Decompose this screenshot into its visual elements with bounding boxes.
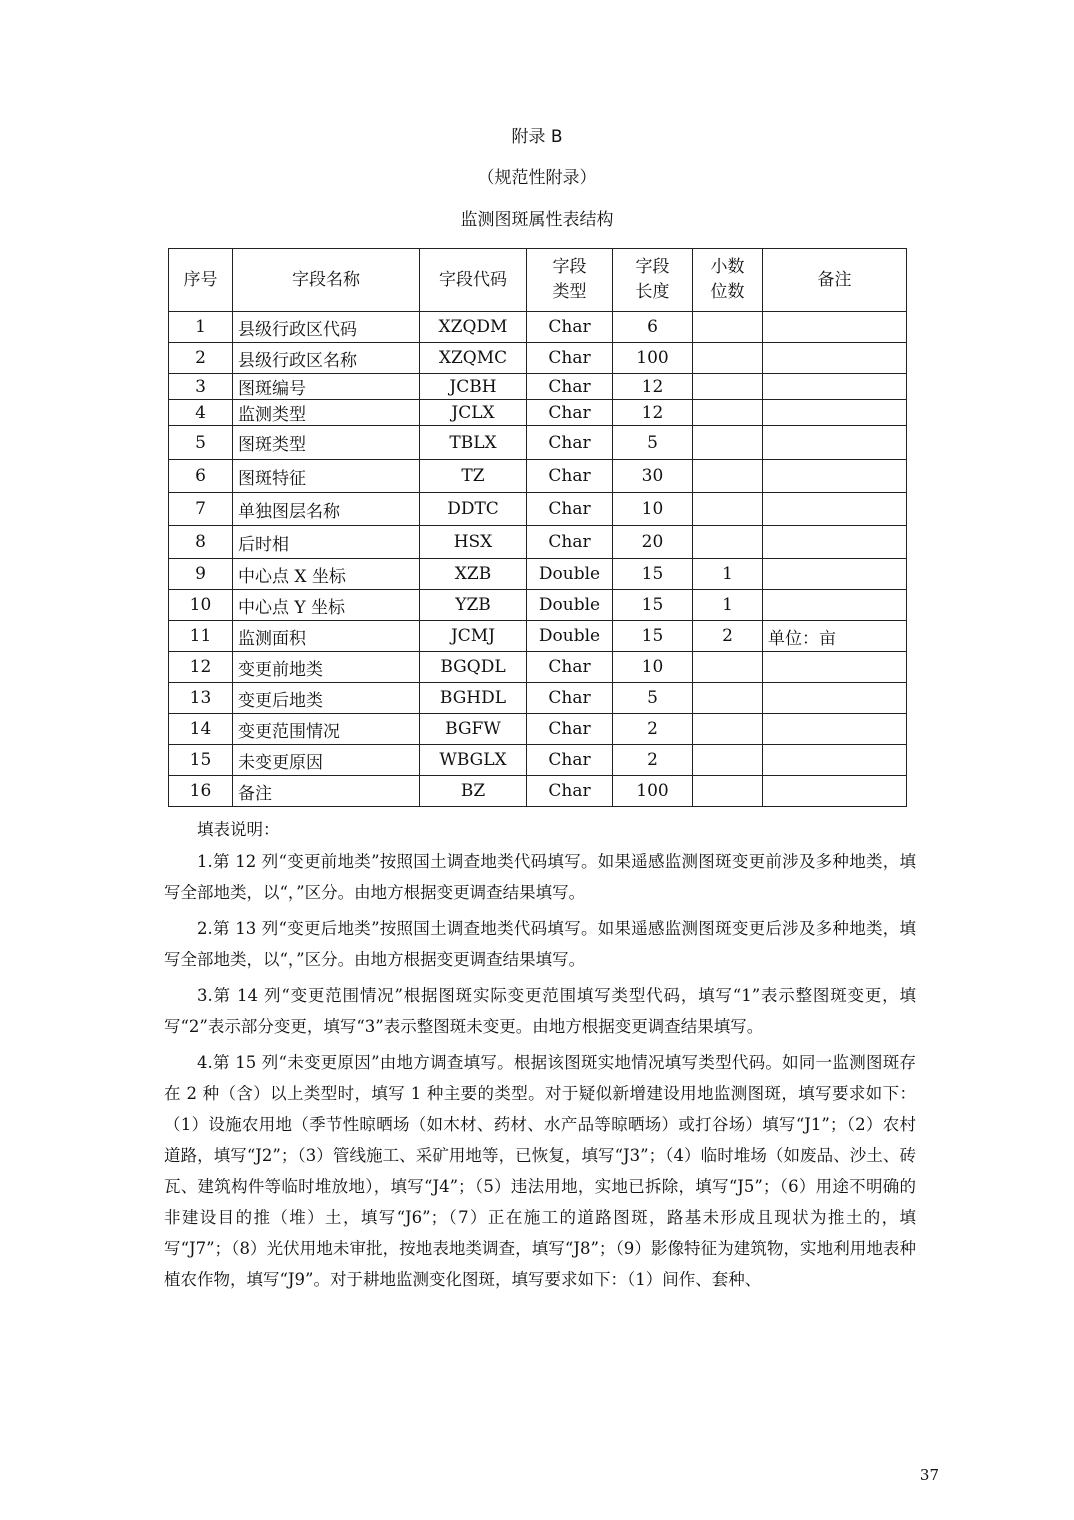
cell-field-name: 变更后地类 [233, 683, 420, 714]
cell-field-length: 2 [613, 745, 693, 776]
cell-field-code: YZB [420, 590, 527, 621]
cell-field-length: 100 [613, 776, 693, 807]
cell-field-length: 12 [613, 400, 693, 426]
cell-index: 2 [169, 343, 233, 374]
cell-decimals [693, 776, 763, 807]
cell-remarks: 单位：亩 [763, 621, 907, 652]
cell-field-type: Double [527, 590, 613, 621]
cell-field-length: 6 [613, 312, 693, 343]
cell-field-name: 县级行政区代码 [233, 312, 420, 343]
cell-field-length: 30 [613, 460, 693, 493]
cell-remarks [763, 714, 907, 745]
instruction-item-3: 3.第 14 列“变更范围情况”根据图斑实际变更范围填写类型代码，填写“1”表示整图斑变更，填写“2”表示部分变更，填写“3”表示整图斑未变更。由地方根据变更调查结果填写。 [164, 986, 916, 1036]
col-header-remarks: 备注 [763, 249, 907, 312]
cell-field-length: 100 [613, 343, 693, 374]
cell-field-name: 备注 [233, 776, 420, 807]
cell-index: 14 [169, 714, 233, 745]
cell-index: 12 [169, 652, 233, 683]
cell-field-type: Char [527, 745, 613, 776]
cell-remarks [763, 559, 907, 590]
cell-field-code: JCBH [420, 374, 527, 400]
table-row [169, 745, 907, 776]
col-header-field-name: 字段名称 [233, 249, 420, 312]
cell-field-name: 图斑编号 [233, 374, 420, 400]
cell-field-name: 变更范围情况 [233, 714, 420, 745]
cell-field-code: DDTC [420, 493, 527, 526]
cell-index: 8 [169, 526, 233, 559]
appendix-nature: （规范性附录） [477, 168, 597, 188]
cell-remarks [763, 400, 907, 426]
cell-index: 15 [169, 745, 233, 776]
cell-index: 3 [169, 374, 233, 400]
table-row [169, 714, 907, 745]
cell-field-type: Char [527, 526, 613, 559]
cell-decimals [693, 343, 763, 374]
cell-decimals: 2 [693, 621, 763, 652]
cell-field-code: JCLX [420, 400, 527, 426]
col-header-field-code: 字段代码 [420, 249, 527, 312]
cell-remarks [763, 526, 907, 559]
cell-field-name: 监测类型 [233, 400, 420, 426]
table-row [169, 776, 907, 807]
cell-decimals: 1 [693, 590, 763, 621]
cell-field-code: XZQDM [420, 312, 527, 343]
table-row [169, 652, 907, 683]
cell-index: 1 [169, 312, 233, 343]
cell-field-code: TZ [420, 460, 527, 493]
cell-remarks [763, 652, 907, 683]
cell-field-code: JCMJ [420, 621, 527, 652]
cell-field-type: Char [527, 460, 613, 493]
cell-index: 4 [169, 400, 233, 426]
cell-field-length: 20 [613, 526, 693, 559]
cell-field-name: 中心点 X 坐标 [233, 559, 420, 590]
cell-field-length: 5 [613, 683, 693, 714]
cell-decimals [693, 493, 763, 526]
cell-field-length: 10 [613, 652, 693, 683]
cell-field-length: 12 [613, 374, 693, 400]
cell-field-code: HSX [420, 526, 527, 559]
col-header-field-type: 字段 类型 [527, 249, 613, 312]
cell-field-type: Char [527, 400, 613, 426]
cell-field-code: XZQMC [420, 343, 527, 374]
cell-field-code: BGFW [420, 714, 527, 745]
table-row [169, 526, 907, 559]
cell-decimals [693, 374, 763, 400]
cell-index: 11 [169, 621, 233, 652]
cell-decimals [693, 683, 763, 714]
cell-field-name: 未变更原因 [233, 745, 420, 776]
cell-field-type: Char [527, 426, 613, 460]
cell-index: 16 [169, 776, 233, 807]
cell-field-name: 中心点 Y 坐标 [233, 590, 420, 621]
cell-field-type: Char [527, 714, 613, 745]
cell-remarks [763, 683, 907, 714]
cell-field-name: 图斑特征 [233, 460, 420, 493]
cell-field-name: 监测面积 [233, 621, 420, 652]
cell-index: 6 [169, 460, 233, 493]
col-header-decimals: 小数 位数 [693, 249, 763, 312]
cell-field-code: WBGLX [420, 745, 527, 776]
cell-decimals [693, 312, 763, 343]
cell-field-length: 10 [613, 493, 693, 526]
cell-remarks [763, 374, 907, 400]
cell-field-type: Char [527, 374, 613, 400]
cell-field-code: BGQDL [420, 652, 527, 683]
cell-remarks [763, 493, 907, 526]
table-row [169, 400, 907, 426]
cell-decimals [693, 745, 763, 776]
cell-remarks [763, 426, 907, 460]
instructions-label: 填表说明： [197, 820, 280, 839]
cell-field-code: TBLX [420, 426, 527, 460]
col-header-field-length: 字段 长度 [613, 249, 693, 312]
cell-field-code: XZB [420, 559, 527, 590]
cell-decimals [693, 400, 763, 426]
attribute-table [168, 248, 907, 807]
page-number: 37 [919, 1466, 939, 1484]
cell-field-type: Char [527, 683, 613, 714]
col-header-index: 序号 [169, 249, 233, 312]
table-row [169, 460, 907, 493]
cell-remarks [763, 776, 907, 807]
cell-field-type: Char [527, 776, 613, 807]
cell-field-name: 县级行政区名称 [233, 343, 420, 374]
cell-decimals [693, 526, 763, 559]
cell-field-type: Double [527, 559, 613, 590]
cell-index: 13 [169, 683, 233, 714]
cell-field-length: 5 [613, 426, 693, 460]
table-title: 监测图斑属性表结构 [460, 210, 614, 230]
cell-field-type: Char [527, 652, 613, 683]
table-row [169, 493, 907, 526]
cell-index: 7 [169, 493, 233, 526]
cell-field-name: 后时相 [233, 526, 420, 559]
cell-field-name: 变更前地类 [233, 652, 420, 683]
cell-field-length: 15 [613, 590, 693, 621]
cell-decimals [693, 460, 763, 493]
cell-field-code: BGHDL [420, 683, 527, 714]
cell-field-length: 15 [613, 621, 693, 652]
cell-decimals [693, 652, 763, 683]
cell-index: 10 [169, 590, 233, 621]
cell-field-length: 15 [613, 559, 693, 590]
cell-decimals [693, 714, 763, 745]
cell-index: 5 [169, 426, 233, 460]
cell-remarks [763, 312, 907, 343]
cell-decimals: 1 [693, 559, 763, 590]
cell-remarks [763, 460, 907, 493]
cell-field-name: 图斑类型 [233, 426, 420, 460]
cell-field-type: Char [527, 312, 613, 343]
table-row [169, 312, 907, 343]
cell-field-type: Char [527, 343, 613, 374]
cell-decimals [693, 426, 763, 460]
table-row [169, 559, 907, 590]
instruction-item-2: 2.第 13 列“变更后地类”按照国土调查地类代码填写。如果遥感监测图斑变更后涉及多种地类，填写全部地类，以“，”区分。由地方根据变更调查结果填写。 [164, 919, 916, 969]
instruction-item-4: 4.第 15 列“未变更原因”由地方调查填写。根据该图斑实地情况填写类型代码。如同一监测图斑存在 2 种（含）以上类型时，填写 1 种主要的类型。对于疑似新增建设用地监测图斑，填写要求如下：（1）设施农用地（季节性晾晒场（如木材、药材、水产品等晾晒场）或打谷场）填写“J1”；（2）农村道路，填写“J2”；（3）管线施工、采矿用地等，已恢复，填写“J3”；（4）临时堆场（如废品、沙土、砖瓦、建筑构件等临时堆放地），填写“J4”；（5）违法用地，实地已拆除，填写“J5”；（6）用途不明确的非建设目的推（堆）土，填写“J6”；（7）正在施工的道路图斑，路基未形成且现状为推土的，填写“J7”；（8）光伏用地未审批，按地表地类调查，填写“J8”；（9）影像特征为建筑物，实地利用地表种植农作物，填写“J9”。对于耕地监测变化图斑，填写要求如下：（1）间作、套种、 [164, 1053, 916, 1289]
instruction-item-1: 1.第 12 列“变更前地类”按照国土调查地类代码填写。如果遥感监测图斑变更前涉及多种地类，填写全部地类，以“，”区分。由地方根据变更调查结果填写。 [164, 852, 916, 902]
cell-remarks [763, 343, 907, 374]
table-row [169, 683, 907, 714]
cell-field-type: Double [527, 621, 613, 652]
table-header-row [169, 249, 907, 312]
cell-field-code: BZ [420, 776, 527, 807]
table-row [169, 343, 907, 374]
cell-field-length: 2 [613, 714, 693, 745]
cell-field-name: 单独图层名称 [233, 493, 420, 526]
cell-field-type: Char [527, 493, 613, 526]
cell-index: 9 [169, 559, 233, 590]
cell-remarks [763, 745, 907, 776]
fill-instructions [164, 814, 916, 1300]
appendix-title: 附录 B [511, 127, 563, 147]
table-row [169, 621, 907, 652]
table-row [169, 590, 907, 621]
cell-remarks [763, 590, 907, 621]
table-row [169, 374, 907, 400]
table-row [169, 426, 907, 460]
